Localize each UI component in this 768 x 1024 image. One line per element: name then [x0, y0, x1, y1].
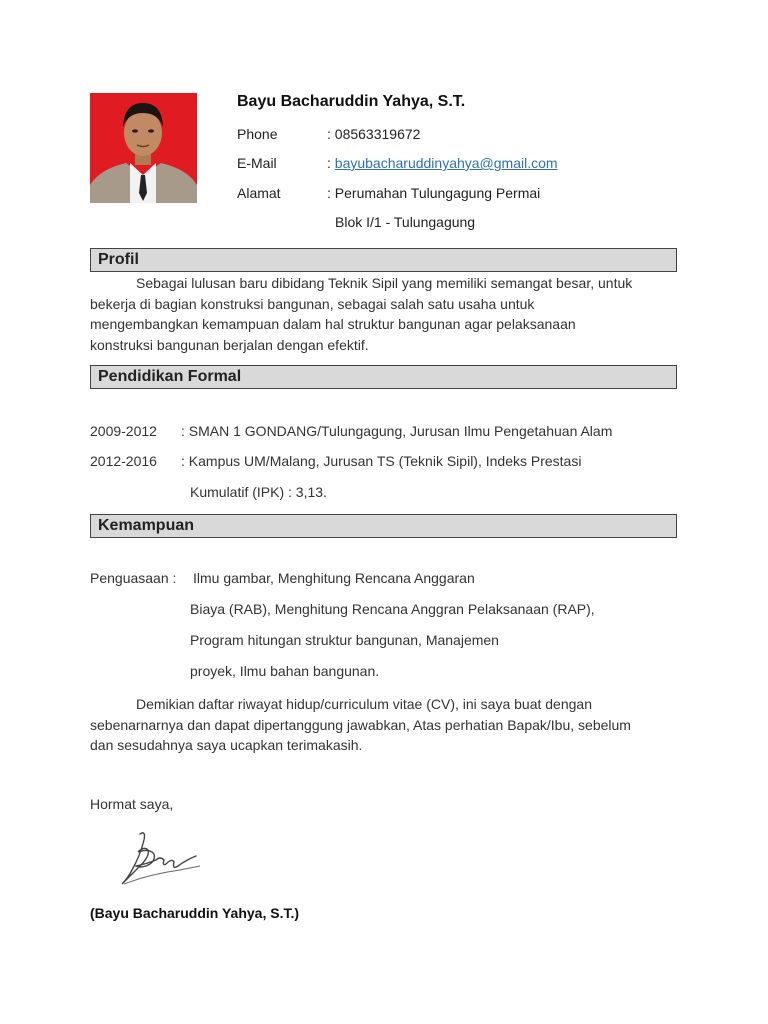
education-years: 2009-2012 [90, 423, 157, 439]
closing-line: sebenarnarnya dan dapat dipertanggung jawabkan, Atas perhatian Bapak/Ibu, sebelum [90, 716, 631, 733]
profile-photo [90, 93, 197, 203]
skills-line: proyek, Ilmu bahan bangunan. [190, 663, 380, 679]
profil-line: mengembangkan kemampuan dalam hal struktur bangunan agar pelaksanaan [90, 316, 576, 333]
profil-line: Sebagai lulusan baru dibidang Teknik Sipil yang memiliki semangat besar, untuk [136, 275, 633, 291]
profil-line: konstruksi bangunan berjalan dengan efektif. [90, 336, 369, 353]
phone-value: : 08563319672 [327, 126, 421, 142]
email-label: E-Mail [237, 155, 277, 171]
skills-line: Biaya (RAB), Menghitung Rencana Anggran Pelaksanaan (RAP), [190, 601, 595, 617]
skills-label: Penguasaan : [90, 570, 177, 586]
closing-paragraph [90, 694, 680, 756]
signature-image [110, 826, 205, 888]
profil-text [90, 273, 680, 355]
address-value: : Perumahan Tulungagung Permai [327, 185, 541, 201]
regards-text: Hormat saya, [90, 796, 174, 812]
education-detail-line2: Kumulatif (IPK) : 3,13. [190, 484, 327, 500]
education-years: 2012-2016 [90, 453, 157, 469]
kemampuan-heading: Kemampuan [90, 514, 677, 538]
profil-line: bekerja di bagian konstruksi bangunan, sebagai salah satu usaha untuk [90, 295, 535, 312]
closing-line: Demikian daftar riwayat hidup/curriculum vitae (CV), ini saya buat dengan [136, 696, 592, 712]
candidate-name: Bayu Bacharuddin Yahya, S.T. [237, 93, 466, 110]
address-value-line2: Blok I/1 - Tulungagung [335, 214, 476, 230]
signature-name: (Bayu Bacharuddin Yahya, S.T.) [90, 905, 300, 921]
pendidikan-heading: Pendidikan Formal [90, 365, 677, 389]
skills-line: Ilmu gambar, Menghitung Rencana Anggaran [193, 570, 475, 586]
education-detail: : SMAN 1 GONDANG/Tulungagung, Jurusan Ilmu Pengetahuan Alam [181, 423, 613, 439]
address-label: Alamat [237, 185, 281, 201]
email-link[interactable]: bayubacharuddinyahya@gmail.com [334, 155, 558, 171]
phone-label: Phone [237, 126, 278, 142]
closing-line: dan sesudahnya saya ucapkan terimakasih. [90, 737, 363, 754]
email-value [327, 155, 558, 171]
education-detail: : Kampus UM/Malang, Jurusan TS (Teknik Sipil), Indeks Prestasi [181, 453, 582, 469]
skills-line: Program hitungan struktur bangunan, Manajemen [190, 632, 499, 648]
profil-heading: Profil [90, 248, 677, 272]
email-prefix: : [327, 155, 335, 171]
